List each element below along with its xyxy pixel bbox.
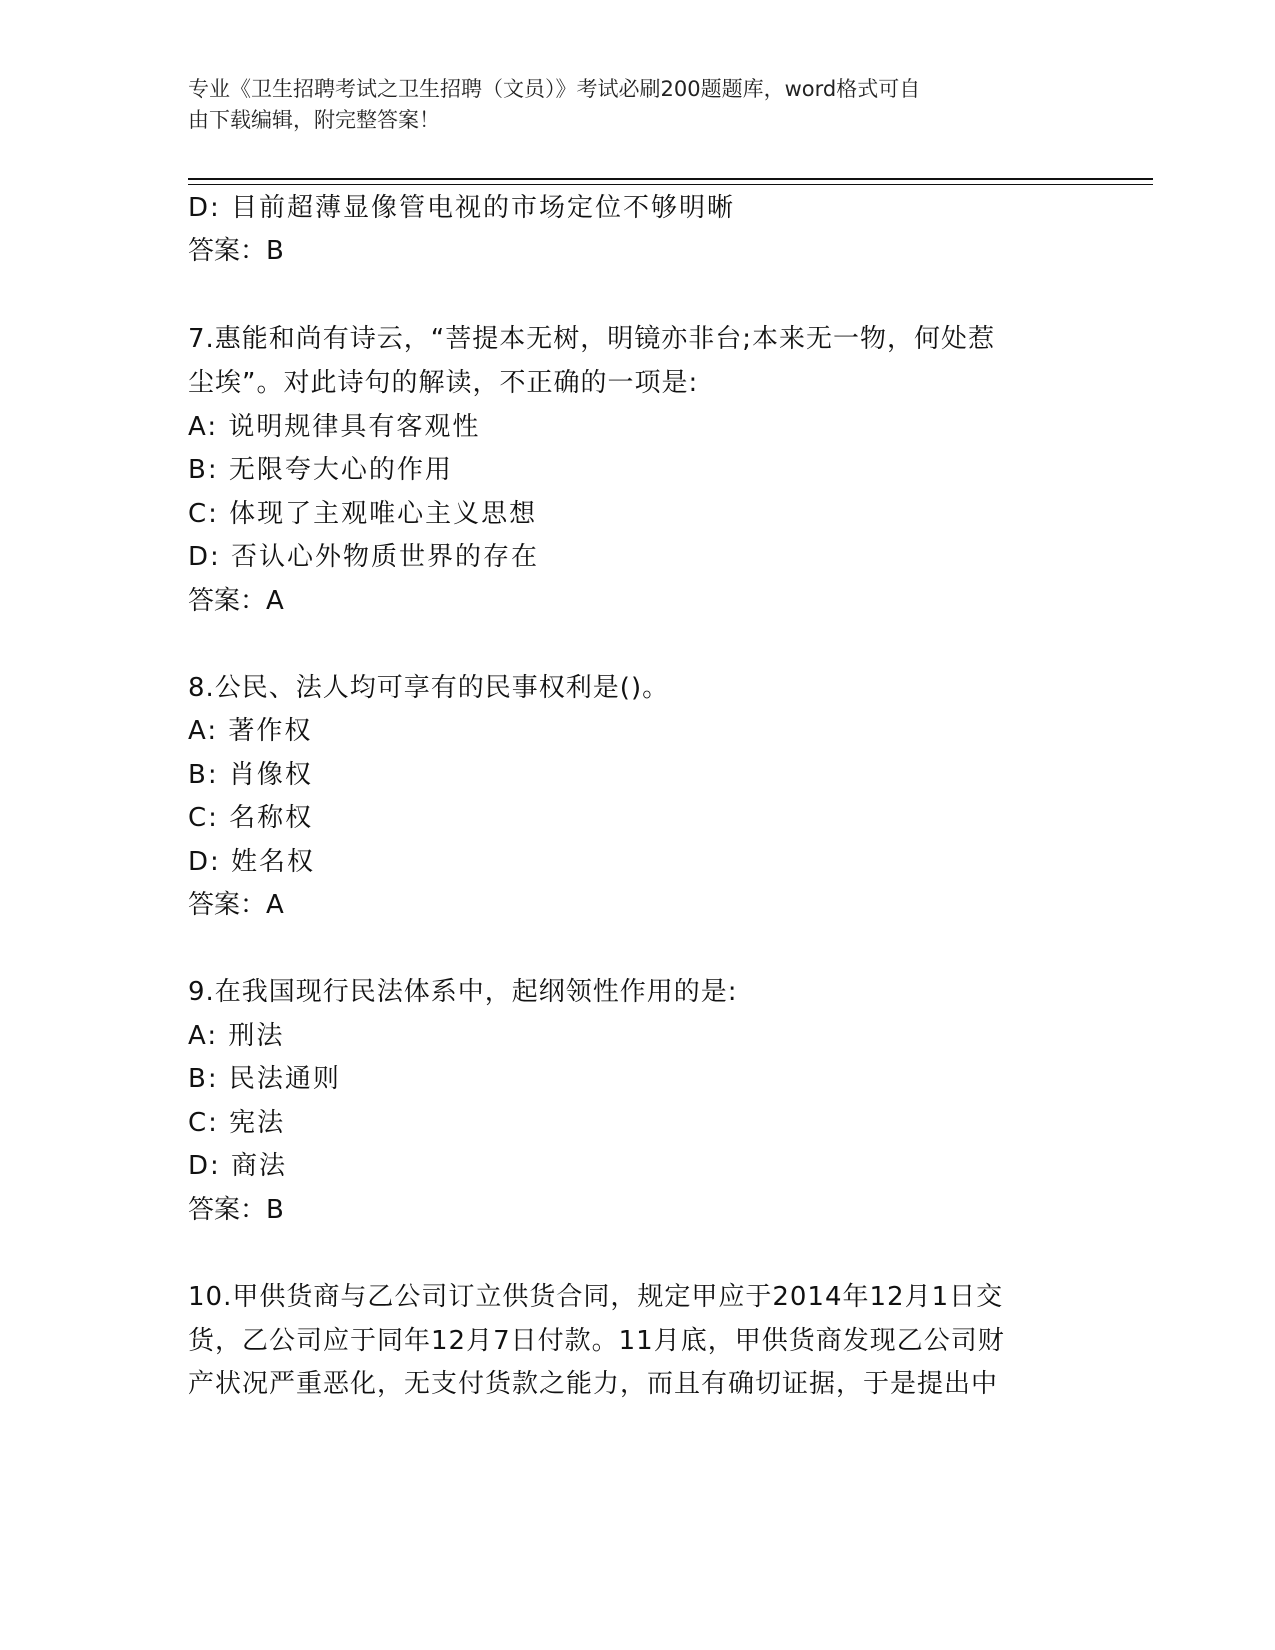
q9-option-a: A: 刑法 bbox=[188, 1021, 285, 1051]
header-line-1: 专业《卫生招聘考试之卫生招聘（文员）》考试必刷200题题库，word格式可自 bbox=[188, 77, 921, 101]
q10-stem-line-1: 10.甲供货商与乙公司订立供货合同，规定甲应于2014年12月1日交 bbox=[188, 1282, 1004, 1312]
q8-option-d: D: 姓名权 bbox=[188, 847, 316, 877]
q9-option-c: C: 宪法 bbox=[188, 1108, 286, 1138]
q7-option-a: A: 说明规律具有客观性 bbox=[188, 412, 481, 442]
header-divider-thick bbox=[188, 178, 1153, 180]
q8-stem-line-1: 8.公民、法人均可享有的民事权利是()。 bbox=[188, 673, 670, 703]
q9-option-d: D: 商法 bbox=[188, 1151, 288, 1181]
header-line-2: 由下载编辑，附完整答案！ bbox=[188, 108, 440, 132]
q10-stem-line-2: 货，乙公司应于同年12月7日付款。11月底，甲供货商发现乙公司财 bbox=[188, 1326, 1005, 1356]
q6-option-d: D: 目前超薄显像管电视的市场定位不够明晰 bbox=[188, 193, 736, 223]
q8-option-a: A: 著作权 bbox=[188, 716, 313, 746]
q10-stem-line-3: 产状况严重恶化，无支付货款之能力，而且有确切证据，于是提出中 bbox=[188, 1369, 999, 1399]
q8-option-c: C: 名称权 bbox=[188, 803, 314, 833]
q9-option-b: B: 民法通则 bbox=[188, 1064, 341, 1094]
q7-stem-line-2: 尘埃”。对此诗句的解读，不正确的一项是: bbox=[188, 368, 699, 398]
q9-answer: 答案：B bbox=[188, 1195, 284, 1225]
q7-stem-line-1: 7.惠能和尚有诗云，“菩提本无树，明镜亦非台;本来无一物，何处惹 bbox=[188, 324, 996, 354]
q7-answer: 答案：A bbox=[188, 586, 284, 616]
q7-option-b: B: 无限夸大心的作用 bbox=[188, 455, 453, 485]
q9-stem-line-1: 9.在我国现行民法体系中，起纲领性作用的是: bbox=[188, 977, 738, 1007]
q8-option-b: B: 肖像权 bbox=[188, 760, 313, 790]
q6-answer: 答案：B bbox=[188, 236, 284, 266]
q8-answer: 答案：A bbox=[188, 890, 284, 920]
document-header bbox=[188, 74, 1068, 136]
q7-option-d: D: 否认心外物质世界的存在 bbox=[188, 542, 540, 572]
header-divider-thin bbox=[188, 184, 1153, 185]
q7-option-c: C: 体现了主观唯心主义思想 bbox=[188, 499, 538, 529]
